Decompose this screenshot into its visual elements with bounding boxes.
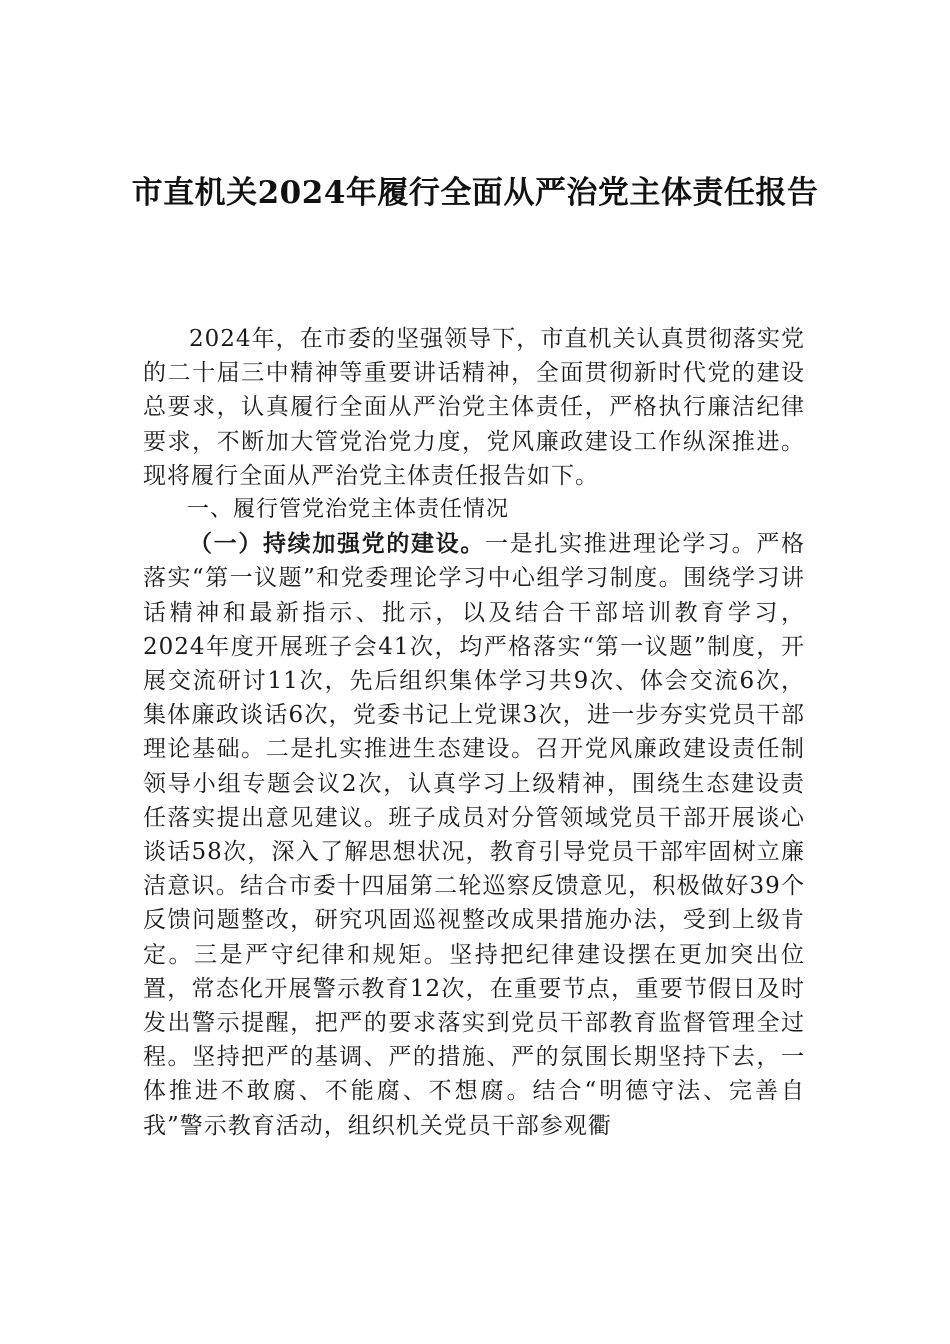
document-body bbox=[143, 322, 805, 1143]
section-heading: 一、履行管党治党主体责任情况 bbox=[187, 497, 510, 523]
document-title: 市直机关2024年履行全面从严治党主体责任报告 bbox=[131, 175, 819, 211]
intro-paragraph: 2024年，在市委的坚强领导下，市直机关认真贯彻落实党的二十届三中精神等重要讲话精神，全面贯彻新时代党的建设总要求，认真履行全面从严治党主体责任，严格执行廉洁纪律要求，不断加大管党治党力度，党风廉政建设工作纵深推进。现将履行全面从严治党主体责任报告如下。 bbox=[143, 326, 805, 489]
subsection-text: 一是扎实推进理论学习。严格落实“第一议题”和党委理论学习中心组学习制度。围绕学习讲话精神和最新指示、批示，以及结合干部培训教育学习，2024年度开展班子会41次，均严格落实“第一议题”制度，开展交流研讨11次，先后组织集体学习共9次、体会交流6次，集体廉政谈话6次，党委书记上党课3次，进一步夯实党员干部理论基础。二是扎实推进生态建设。召开党风廉政建设责任制领导小组专题会议2次，认真学习上级精神，围绕生态建设责任落实提出意见建议。班子成员对分管领域党员干部开展谈心谈话58次，深入了解思想状况，教育引导党员干部牢固树立廉洁意识。结合市委十四届第二轮巡察反馈意见，积极做好39个反馈问题整改，研究巩固巡视整改成果措施办法，受到上级肯定。三是严守纪律和规矩。坚持把纪律建设摆在更加突出位置，常态化开展警示教育12次，在重要节点，重要节假日及时发出警示提醒，把严的要求落实到党员干部教育监督管理全过程。坚持把严的基调、严的措施、严的氛围长期坚持下去，一体推进不敢腐、不能腐、不想腐。结合“明德守法、完善自我”警示教育活动，组织机关党员干部参观衢 bbox=[143, 531, 806, 1139]
subsection-paragraph bbox=[143, 527, 805, 1143]
subsection-heading: （一）持续加强党的建设。 bbox=[189, 531, 485, 558]
